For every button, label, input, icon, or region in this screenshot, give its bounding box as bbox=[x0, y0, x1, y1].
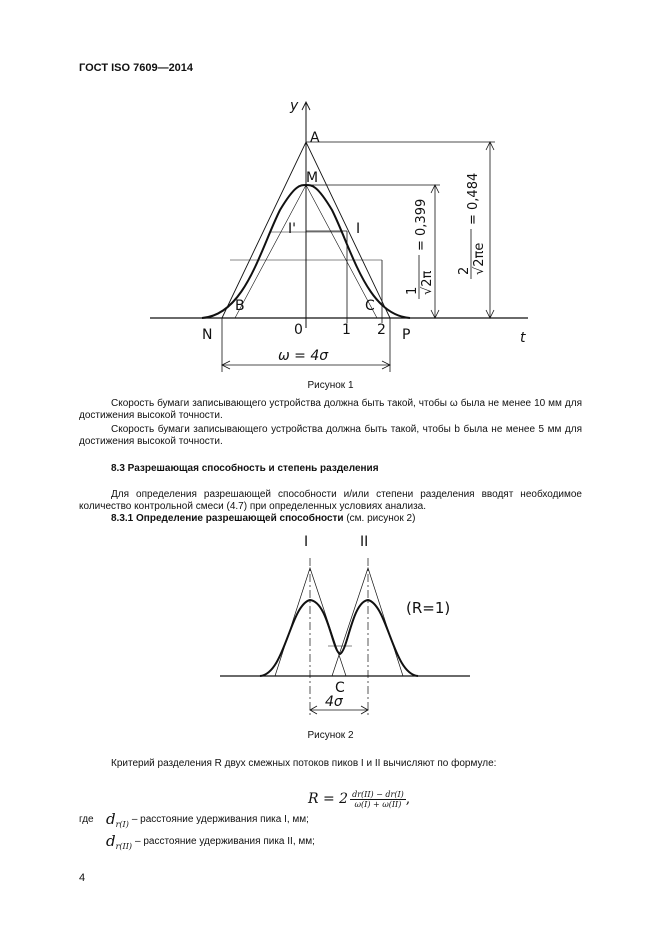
figure-1-gaussian bbox=[150, 90, 550, 380]
criterion-text: Критерий разделения R двух смежных потоков пиков I и II вычисляют по формуле: bbox=[111, 758, 497, 769]
omega-label: ω = 4σ bbox=[278, 348, 329, 364]
point-c-label-fig2: C bbox=[335, 680, 345, 696]
point-c-label: C bbox=[365, 298, 375, 314]
figure-2-two-peaks bbox=[220, 530, 470, 730]
formula-lhs: R = 2 bbox=[308, 791, 349, 807]
peak-1-label: I bbox=[304, 534, 309, 550]
dim1-numerator: 1 bbox=[405, 286, 420, 295]
resolution-formula bbox=[308, 782, 410, 816]
tick-1-label: 1 bbox=[342, 322, 351, 338]
formula-numerator: dr(II) − dr(I) bbox=[352, 789, 404, 799]
paragraph-resolution-intro: Для определения разрешающей способности и/или степени разделения вводят необходимое количество контрольной смеси (4.7) при определенных условиях анализа. bbox=[79, 489, 582, 512]
point-i-label: I bbox=[356, 221, 361, 237]
paragraph-omega-speed: Скорость бумаги записывающего устройства должна быть такой, чтобы ω была не менее 10 мм для достижения высокой точности. bbox=[79, 398, 582, 421]
page-number: 4 bbox=[79, 872, 86, 884]
dim2-numerator: 2 bbox=[457, 266, 472, 275]
definition-row-1 bbox=[79, 810, 309, 829]
symbol-d-r2: $d_{r(II)}$ bbox=[106, 832, 132, 851]
definition-2-text: – расстояние удерживания пика II, мм; bbox=[135, 836, 315, 847]
formula-tail: , bbox=[405, 791, 411, 807]
tick-0-label: 0 bbox=[294, 322, 303, 338]
four-sigma-label: 4σ bbox=[325, 694, 343, 710]
paragraph-criterion bbox=[79, 758, 582, 770]
point-p-label: P bbox=[402, 327, 411, 343]
point-b-label: B bbox=[235, 298, 245, 314]
y-axis-label: y bbox=[290, 98, 299, 114]
point-i-prime-label: I' bbox=[288, 221, 296, 237]
peak-2-label: II bbox=[360, 534, 369, 550]
figure-2-caption: Рисунок 2 bbox=[307, 730, 354, 741]
definition-1-text: – расстояние удерживания пика I, мм; bbox=[131, 814, 309, 825]
dim2-value: = 0,484 bbox=[466, 172, 481, 225]
subsection-8-3-1 bbox=[79, 513, 582, 525]
point-m-label: M bbox=[306, 170, 319, 186]
point-n-label: N bbox=[202, 327, 213, 343]
subsection-8-3-1-title: 8.3.1 Определение разрешающей способности bbox=[111, 513, 344, 524]
figure-1-caption: Рисунок 1 bbox=[307, 380, 354, 391]
where-label: где bbox=[79, 814, 94, 825]
section-8-3-title: 8.3 Разрешающая способность и степень разделения bbox=[111, 463, 379, 474]
dim2-denominator: √2πe bbox=[472, 242, 487, 275]
resolution-note: (R=1) bbox=[406, 599, 451, 617]
tick-2-label: 2 bbox=[377, 322, 386, 338]
symbol-d-r1: $d_{r(I)}$ bbox=[106, 810, 129, 829]
t-axis-label: t bbox=[520, 330, 526, 346]
dim1-value: = 0,399 bbox=[414, 198, 429, 251]
definition-row-2 bbox=[106, 832, 315, 851]
standard-header: ГОСТ ISO 7609—2014 bbox=[79, 62, 194, 74]
dim1-denominator: √2π bbox=[420, 270, 435, 295]
point-a-label: A bbox=[310, 130, 320, 146]
subsection-8-3-1-ref: (см. рисунок 2) bbox=[343, 513, 416, 524]
formula-denominator: ω(I) + ω(II) bbox=[354, 799, 402, 809]
paragraph-b-speed: Скорость бумаги записывающего устройства должна быть такой, чтобы b была не менее 5 мм для достижения высокой точности. bbox=[79, 424, 582, 447]
